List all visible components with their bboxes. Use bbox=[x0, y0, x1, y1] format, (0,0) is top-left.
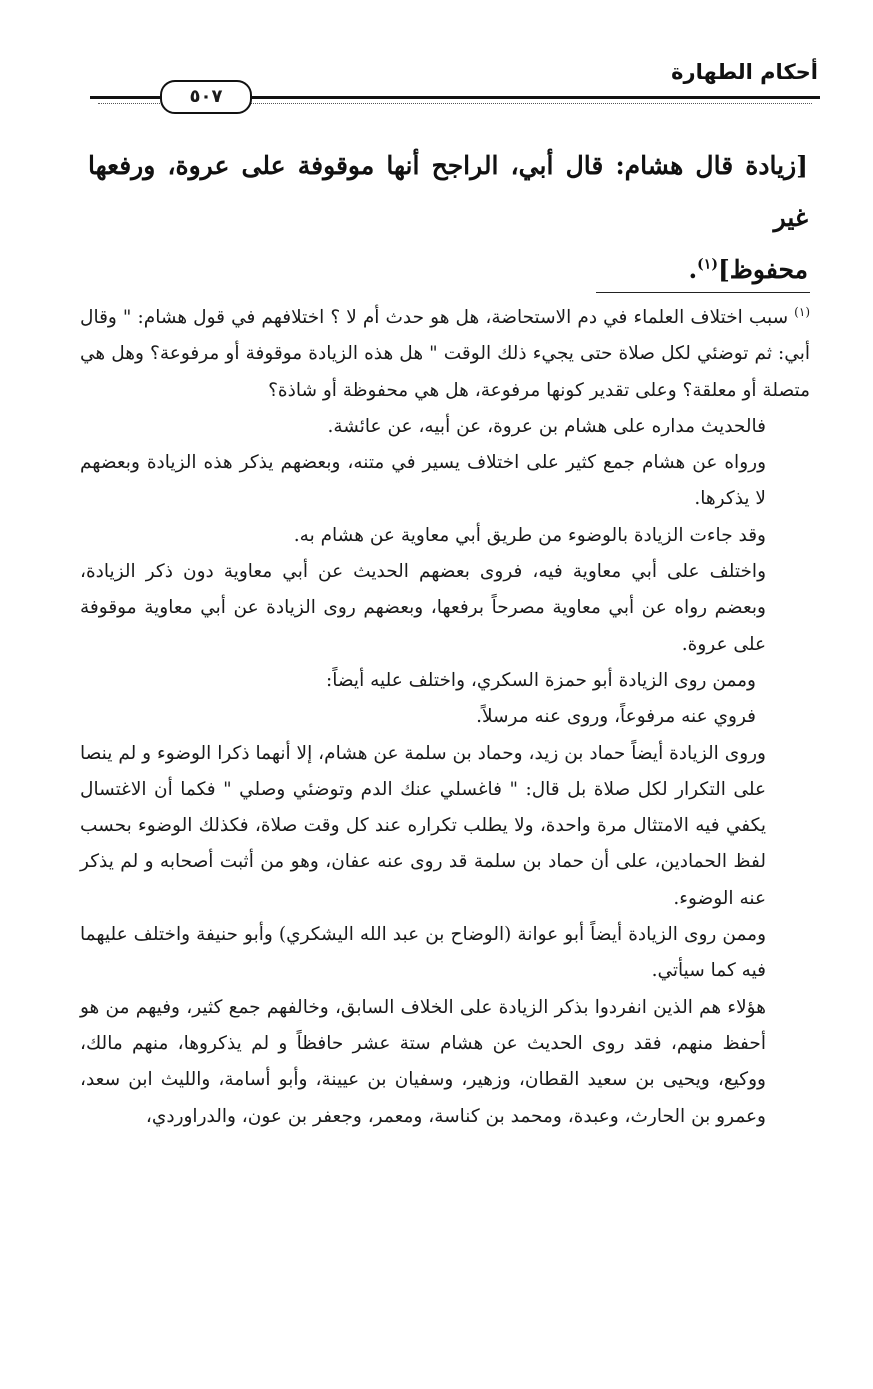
footnote-paragraph: وممن روى الزيادة أيضاً أبو عوانة (الوضاح بن عبد الله اليشكري) وأبو حنيفة واختلف عليهما فيه كما سيأتي. bbox=[80, 924, 766, 982]
main-line bbox=[88, 140, 808, 244]
footnote-paragraph: فالحديث مداره على هشام بن عروة، عن أبيه، عن عائشة. bbox=[327, 415, 766, 437]
footnote-number: (١) bbox=[794, 304, 810, 319]
footnote-paragraph: فروي عنه مرفوعاً، وروى عنه مرسلاً. bbox=[476, 706, 756, 728]
footnote-paragraph bbox=[80, 300, 810, 409]
main-line-2: محفوظ] bbox=[717, 255, 808, 284]
main-text bbox=[88, 140, 808, 296]
footnote-paragraph: واختلف على أبي معاوية فيه، فروى بعضهم الحديث عن أبي معاوية دون ذكر الزيادة، وبعضم رواه عن أبي معاوية مصرحاً برفعها، وبعضهم روى الزيادة عن أبي معاوية موقوفة على عروة. bbox=[80, 561, 766, 655]
footnote-paragraph: وممن روى الزيادة أبو حمزة السكري، واختلف عليه أيضاً: bbox=[326, 669, 756, 691]
main-line-2-end: . bbox=[688, 255, 698, 284]
main-line bbox=[88, 244, 808, 296]
footnote-paragraph: وروى الزيادة أيضاً حماد بن زيد، وحماد بن سلمة عن هشام، إلا أنهما ذكرا الوضوء و لم ينصا على التكرار لكل صلاة بل قال: " فاغسلي عنك الدم وتوضئي وصلي " فكما أن الاغتسال يكفي فيه الامتثال مرة واحدة، ولا يطلب تكراره عند كل وقت صلاة، فكذلك الوضوء بحسب لفظ الحمادين، على أن حماد بن سلمة قد روى عنه عفان، وهو من أثبت أصحابه و لم يذكر عنه الوضوء. bbox=[80, 742, 766, 909]
page-number: ٥٠٧ bbox=[160, 80, 252, 114]
footnote-text: سبب اختلاف العلماء في دم الاستحاضة، هل هو حدث أم لا ؟ اختلافهم في قول هشام: " وقال أبي: ثم توضئي لكل صلاة حتى يجيء ذلك الوقت " هل هذه الزيادة موقوفة أو مرفوعة؟ وهل هي متصلة أو معلقة؟ وعلى تقدير كونها مرفوعة، هل هي محفوظة أو شاذة؟ bbox=[80, 307, 810, 401]
footnote-separator bbox=[596, 292, 810, 293]
main-line-1: [زيادة قال هشام: قال أبي، الراجح أنها موقوفة على عروة، ورفعها غير bbox=[88, 151, 808, 232]
page-header bbox=[90, 58, 820, 108]
running-title: أحكام الطهارة bbox=[671, 60, 818, 84]
footnote-paragraph: ورواه عن هشام جمع كثير على اختلاف يسير في متنه، وبعضهم يذكر هذه الزيادة وبعضهم لا يذكرها. bbox=[80, 452, 766, 510]
footnotes bbox=[80, 300, 810, 1135]
footnote-reference: (١) bbox=[697, 256, 718, 273]
footnote-paragraph: وقد جاءت الزيادة بالوضوء من طريق أبي معاوية عن هشام به. bbox=[293, 524, 766, 546]
footnote-paragraph: هؤلاء هم الذين انفردوا بذكر الزيادة على الخلاف السابق، وخالفهم جمع كثير، وفيهم من هو أحفظ منهم، فقد روى الحديث عن هشام ستة عشر حافظاً و لم يذكروها، منهم مالك، ووكيع، ويحيى بن سعيد القطان، وزهير، وسفيان بن عيينة، وأبو أسامة، والليث ابن سعد، وعمرو بن الحارث، وعبدة، ومحمد بن كناسة، ومعمر، وجعفر بن عون، والدراوردي، bbox=[80, 996, 766, 1127]
